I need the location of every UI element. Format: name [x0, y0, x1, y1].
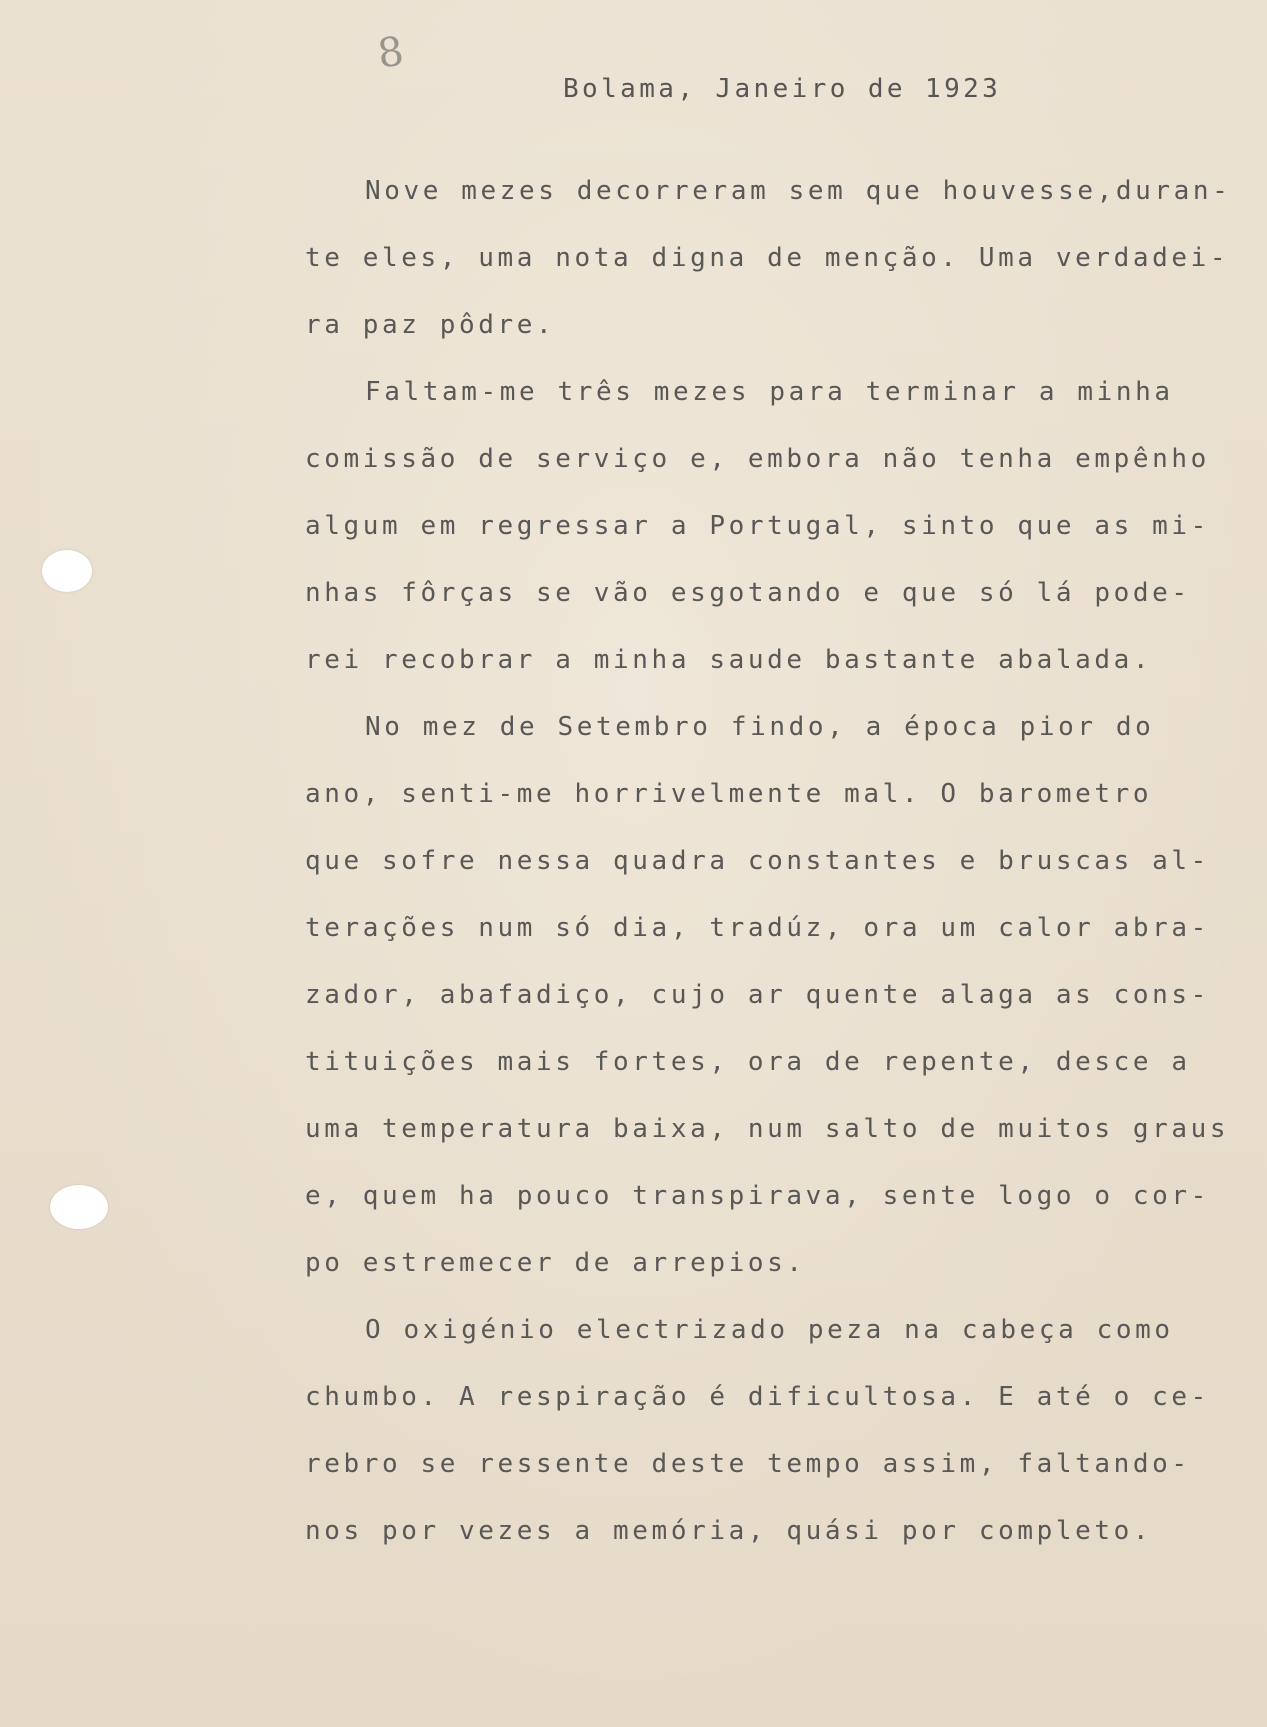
text-line: ano, senti-me horrivelmente mal. O barometro	[305, 779, 1153, 809]
pencil-page-number: 8	[374, 28, 407, 78]
text-line: que sofre nessa quadra constantes e bruscas al-	[305, 846, 1210, 876]
text-line: e, quem ha pouco transpirava, sente logo o cor-	[305, 1181, 1210, 1211]
text-line: nhas fôrças se vão esgotando e que só lá pode-	[305, 578, 1191, 608]
text-line: tituições mais fortes, ora de repente, desce a	[305, 1047, 1191, 1077]
text-line: nos por vezes a memória, quási por completo.	[305, 1516, 1153, 1546]
text-line: rebro se ressente deste tempo assim, faltando-	[305, 1449, 1191, 1479]
text-line: te eles, uma nota digna de menção. Uma verdadei-	[305, 243, 1230, 273]
body-text	[305, 167, 1265, 1574]
text-line: Faltam-me três mezes para terminar a minha	[365, 377, 1174, 407]
punch-hole-bottom	[50, 1185, 108, 1229]
text-line: po estremecer de arrepios.	[305, 1248, 806, 1278]
text-line: rei recobrar a minha saude bastante abalada.	[305, 645, 1153, 675]
text-line: zador, abafadiço, cujo ar quente alaga as cons-	[305, 980, 1210, 1010]
text-line: uma temperatura baixa, num salto de muitos graus	[305, 1114, 1230, 1144]
text-line: comissão de serviço e, embora não tenha empênho	[305, 444, 1210, 474]
text-line: terações num só dia, tradúz, ora um calor abra-	[305, 913, 1210, 943]
text-line: Nove mezes decorreram sem que houvesse,duran-	[365, 176, 1232, 206]
text-line: O oxigénio electrizado peza na cabeça como	[365, 1315, 1174, 1345]
text-line: chumbo. A respiração é dificultosa. E até o ce-	[305, 1382, 1210, 1412]
text-line: ra paz pôdre.	[305, 310, 556, 340]
dateline: Bolama, Janeiro de 1923	[563, 74, 1002, 104]
text-line: algum em regressar a Portugal, sinto que as mi-	[305, 511, 1210, 541]
text-line: No mez de Setembro findo, a época pior do	[365, 712, 1155, 742]
punch-hole-top	[42, 550, 92, 592]
